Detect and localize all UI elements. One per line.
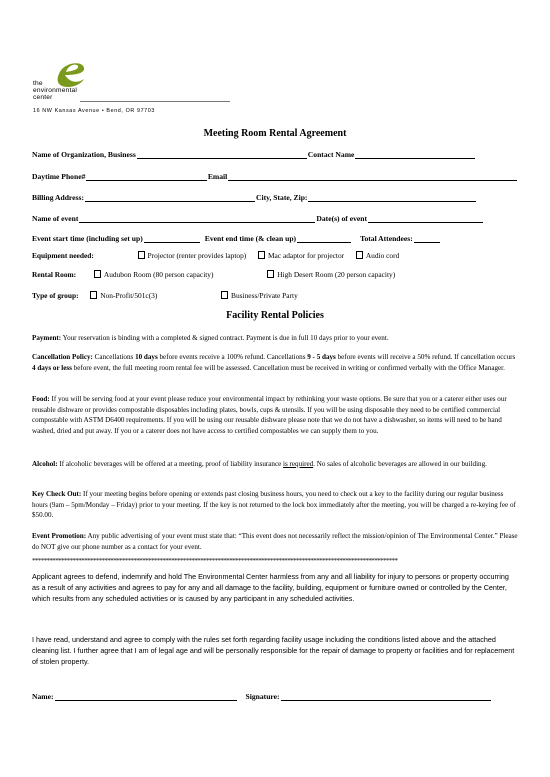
environmental-center-logo — [32, 62, 202, 122]
logo-rule — [80, 101, 230, 102]
indemnify-paragraph: Applicant agrees to defend, indemnify and hold The Environmental Center harmless from any and all liability for injury to persons or property occurring as a result of any activities and agrees to pay for any and all damage to the facility, building, equipment or furniture owned or controlled by the Center, which results from any scheduled activities or is caused by any participant in any scheduled activities. — [32, 572, 509, 603]
audio-cord-checkbox[interactable] — [356, 251, 363, 259]
food-policy: Food: If you will be serving food at your event please reduce your environmental impact by rethinking your waste options. Be sure that you or a caterer either uses our reusable dishware or provides compostable disposables including plates, bowls, cups & utensils. If you will be using disposable they need to be certified commercial compostable with ASTM D6400 requirements. If you will be using our reusable dishware please note that we do not have a dishwasher, so items will need to be hand washed, dried and put away. If you or a caterer does not have access to certified compostables we can supply them to you. — [32, 395, 507, 435]
policies-title: Facility Rental Policies — [226, 310, 324, 321]
logo-address: 16 NW Kansas Avenue • Bend, OR 97703 — [33, 108, 155, 114]
name-field[interactable] — [55, 693, 237, 701]
signature-row: Name: Signature: — [32, 692, 518, 701]
payment-policy: Payment: Your reservation is binding with a completed & signed contract. Payment is due in full 10 days prior to your event. — [32, 334, 389, 342]
event-name-row: Name of event Date(s) of event — [32, 214, 518, 223]
equipment-row: Equipment needed: Projector (renter provides laptop) Mac adaptor for projector Audio cord — [32, 251, 400, 260]
cancellation-policy: Cancellation Policy: Cancellations 10 days before events receive a 100% refund. Cancellations 9 - 5 days before events will receive a 50% refund. If cancellation occurs 4 days or less before event, the full meeting room rental fee will be assessed. Cancellation must be received in writing or confirmed verbally with the Office Manager. — [32, 353, 516, 372]
audubon-room-checkbox[interactable] — [94, 270, 101, 278]
billing-field[interactable] — [85, 194, 255, 202]
billing-row: Billing Address: City, State, Zip: — [32, 193, 518, 202]
nonprofit-checkbox[interactable] — [90, 291, 97, 299]
phone-email-row: Daytime Phone# Email — [32, 172, 518, 181]
event-name-field[interactable] — [79, 215, 315, 223]
alcohol-policy: Alcohol: If alcoholic beverages will be offered at a meeting, proof of liability insurance is required. No sales of alcoholic beverages are allowed in our building. — [32, 460, 487, 468]
agreement-paragraph: I have read, understand and agree to comply with the rules set forth regarding facility usage including the conditions listed above and the attached cleaning list. I further agree that I am of legal age and will be personally responsible for the repair of damage to property or facilities and for replacement of stolen property. — [32, 635, 515, 666]
org-field[interactable] — [137, 151, 307, 159]
business-checkbox[interactable] — [221, 291, 228, 299]
end-time-field[interactable] — [297, 235, 351, 243]
event-dates-field[interactable] — [368, 215, 483, 223]
mac-adaptor-checkbox[interactable] — [258, 251, 265, 259]
projector-checkbox[interactable] — [138, 251, 145, 259]
org-contact-row: Name of Organization, Business Contact Name — [32, 150, 518, 159]
city-field[interactable] — [308, 194, 476, 202]
key-checkout-policy: Key Check Out: If your meeting begins before opening or extends past closing business hours, you need to check out a key to the facility during our regular business hours (9am – 5pm/Monday – Friday) prior to your meeting. If the key is not returned to the lock box immediately after the meeting, you will be charged a re-keying fee of $50.00. — [32, 490, 516, 519]
star-divider: ****************************************************************************************************************************** — [32, 557, 398, 565]
event-promotion-policy: Event Promotion: Any public advertising of your event must state that: “This event does not necessarily reflect the mission/opinion of The Environmental Center.” Please do NOT give our phone number as a contact for your event. — [32, 532, 518, 551]
group-type-row: Type of group: Non-Profit/501c(3) Business/Private Party — [32, 291, 298, 300]
start-time-field[interactable] — [144, 235, 200, 243]
email-field[interactable] — [228, 173, 517, 181]
high-desert-room-checkbox[interactable] — [267, 270, 274, 278]
phone-field[interactable] — [86, 173, 206, 181]
page-title: Meeting Room Rental Agreement — [203, 128, 347, 139]
contact-field[interactable] — [355, 151, 475, 159]
logo-words: the environmental center — [33, 80, 78, 101]
attendees-field[interactable] — [414, 235, 440, 243]
event-time-row: Event start time (including set up) Event end time (& clean up) Total Attendees: — [32, 234, 518, 243]
rental-room-row: Rental Room: Audubon Room (80 person capacity) High Desert Room (20 person capacity) — [32, 270, 396, 279]
signature-field[interactable] — [281, 693, 491, 701]
